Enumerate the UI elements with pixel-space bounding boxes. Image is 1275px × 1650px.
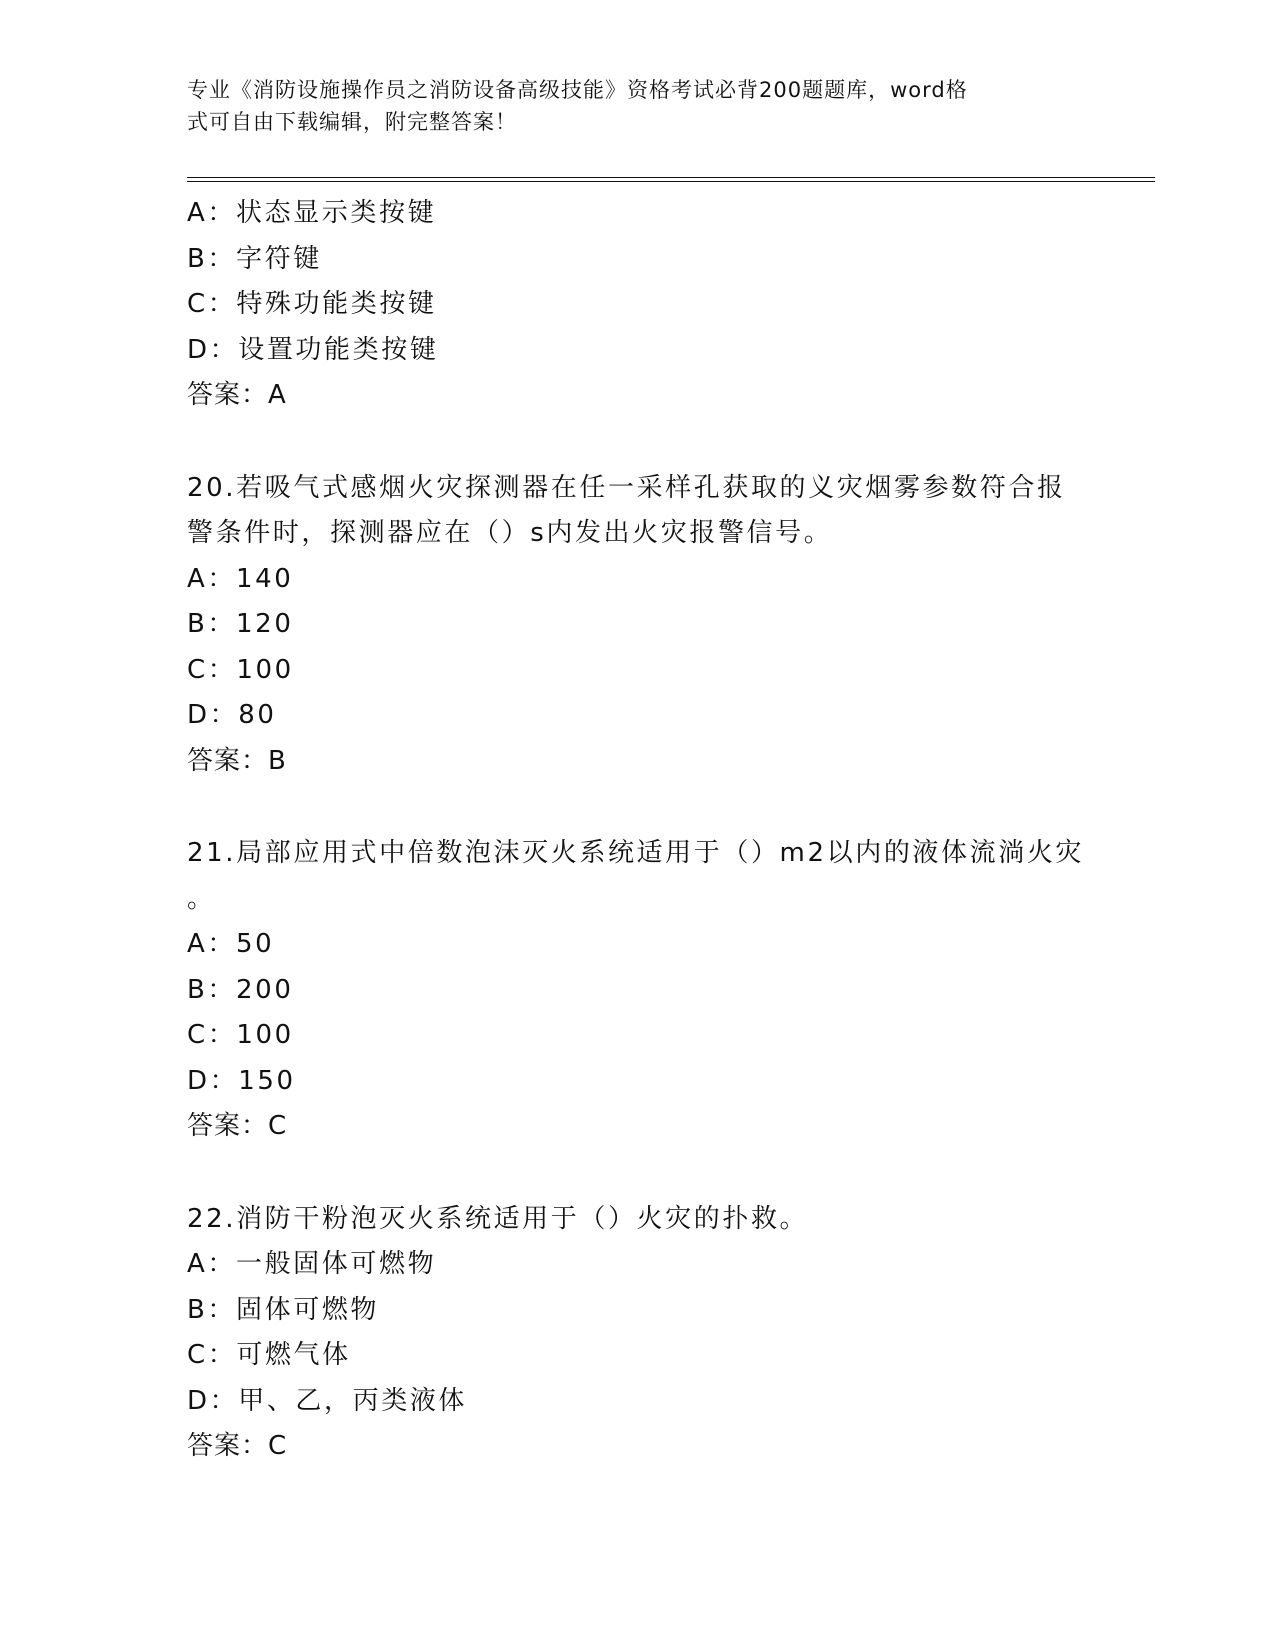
option-a: A：140 xyxy=(187,563,294,594)
question-stem-line-1: 22.消防干粉泡灭火系统适用于（）火灾的扑救。 xyxy=(187,1203,809,1234)
question-block-22 xyxy=(187,1197,1087,1470)
option-d: D：80 xyxy=(187,700,277,730)
option-c: C：特殊功能类按键 xyxy=(187,289,437,319)
option-d: D：设置功能类按键 xyxy=(187,334,439,365)
option-c: C：100 xyxy=(187,1020,294,1050)
document-header xyxy=(187,74,1067,138)
header-line-1: 专业《消防设施操作员之消防设备高级技能》资格考试必背200题题库，word格 xyxy=(187,78,968,102)
question-block-19-partial xyxy=(187,191,1087,419)
question-stem-line-1: 21.局部应用式中倍数泡沫灭火系统适用于（）m2以内的液体流淌火灾 xyxy=(187,838,1085,868)
option-c: C：100 xyxy=(187,654,294,685)
option-b: B：200 xyxy=(187,974,294,1005)
question-stem-line-2: 警条件时，探测器应在（）s内发出火灾报警信号。 xyxy=(187,518,833,548)
answer-line: 答案：C xyxy=(187,1431,288,1461)
question-block-21 xyxy=(187,831,1087,1150)
option-c: C：可燃气体 xyxy=(187,1340,351,1370)
answer-line: 答案：C xyxy=(187,1111,288,1141)
header-line-2: 式可自由下载编辑，附完整答案！ xyxy=(187,110,517,134)
option-d: D：150 xyxy=(187,1065,296,1096)
question-block-20 xyxy=(187,466,1087,785)
header-double-rule xyxy=(187,177,1155,182)
option-b: B：固体可燃物 xyxy=(187,1294,380,1325)
answer-line: 答案：A xyxy=(187,380,287,410)
option-b: B：字符键 xyxy=(187,243,322,274)
option-a: A：50 xyxy=(187,929,275,959)
option-a: A：状态显示类按键 xyxy=(187,198,437,228)
option-b: B：120 xyxy=(187,609,294,639)
question-stem-line-1: 20.若吸气式感烟火灾探测器在任一采样孔获取的义灾烟雾参数符合报 xyxy=(187,472,1066,503)
question-stem-line-2: 。 xyxy=(187,883,216,914)
option-a: A：一般固体可燃物 xyxy=(187,1249,437,1279)
answer-line: 答案：B xyxy=(187,745,287,776)
option-d: D：甲、乙，丙类液体 xyxy=(187,1385,468,1416)
document-body xyxy=(187,191,1087,1470)
